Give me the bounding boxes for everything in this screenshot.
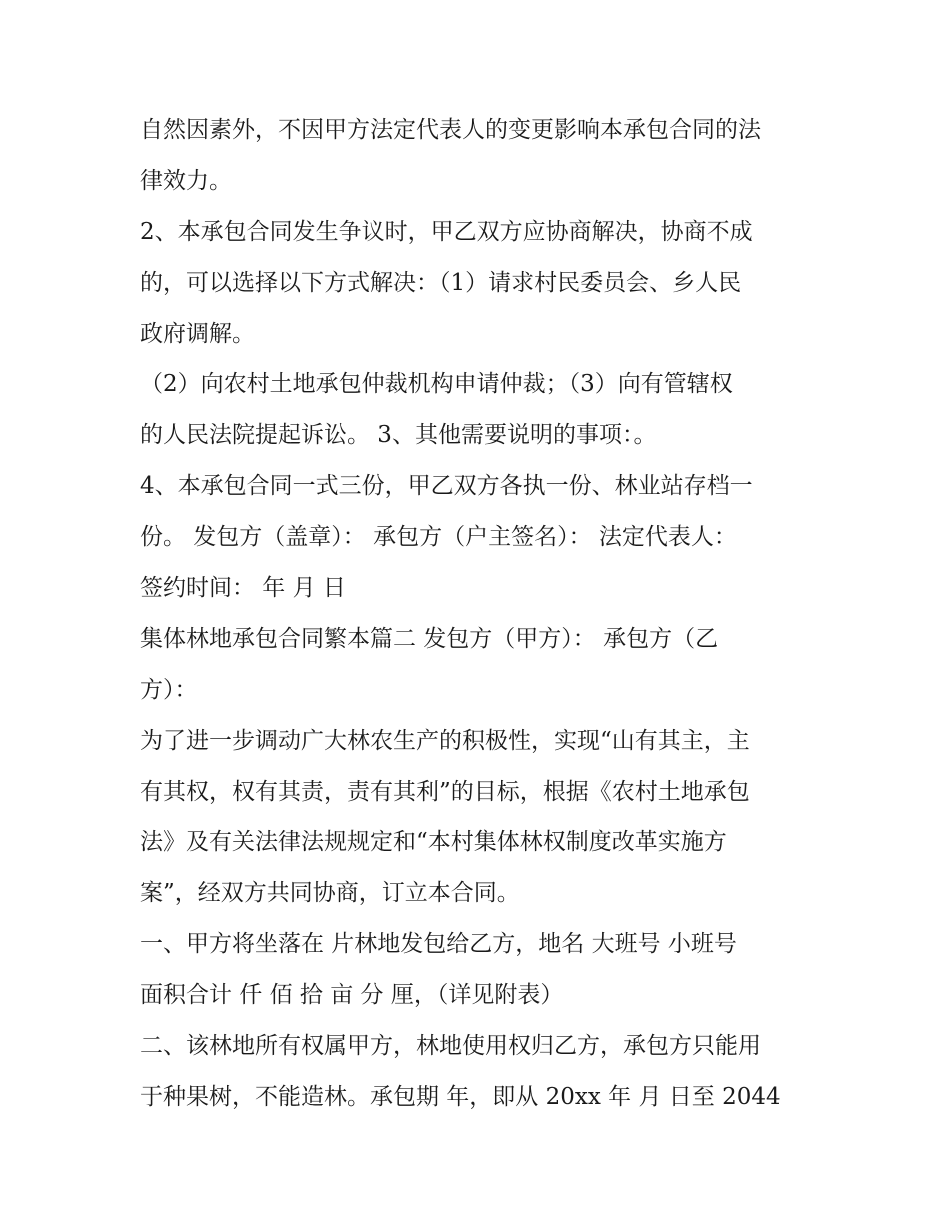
text-line: 的，可以选择以下方式解决：（1）请求村民委员会、乡人民: [140, 269, 742, 296]
text-line: 律效力。: [140, 167, 232, 194]
text-line: 方）：: [140, 676, 198, 703]
text-line: 的人民法院提起诉讼。 3、其他需要说明的事项：。: [140, 422, 657, 449]
text-line: 二、该林地所有权属甲方，林地使用权归乙方，承包方只能用: [140, 1033, 761, 1060]
text-line: 一、甲方将坐落在 片林地发包给乙方，地名 大班号 小班号: [140, 931, 737, 958]
text-line: 面积合计 仟 佰 拾 亩 分 厘，（详见附表）: [140, 982, 564, 1009]
text-line: 法》及有关法律法规规定和“本村集体林权制度改革实施方: [140, 829, 727, 856]
text-line: 政府调解。: [140, 320, 255, 347]
text-line: 2、本承包合同发生争议时，甲乙双方应协商解决，协商不成: [140, 218, 753, 245]
text-line: 案”，经双方共同协商，订立本合同。: [140, 880, 520, 907]
text-line: 为了进一步调动广大林农生产的积极性，实现“山有其主，主: [140, 727, 750, 754]
text-line: （2）向农村土地承包仲裁机构申请仲裁；（3）向有管辖权: [140, 371, 733, 398]
text-line: 自然因素外，不因甲方法定代表人的变更影响本承包合同的法: [140, 117, 761, 143]
text-line: 份。 发包方（盖章）： 承包方（户主签名）： 法定代表人：: [140, 524, 737, 551]
text-line: 于种果树，不能造林。承包期 年，即从 20xx 年 月 日至 2044: [140, 1083, 781, 1110]
contract-text-body: [140, 105, 820, 1123]
text-line: 4、本承包合同一式三份，甲乙双方各执一份、林业站存档一: [140, 473, 753, 500]
text-line: 有其权，权有其责，责有其利”的目标，根据《农村土地承包: [140, 778, 750, 805]
section-heading-line: 集体林地承包合同繁本篇二 发包方（甲方）： 承包方（乙: [140, 625, 719, 652]
text-line: 签约时间： 年 月 日: [140, 575, 346, 602]
